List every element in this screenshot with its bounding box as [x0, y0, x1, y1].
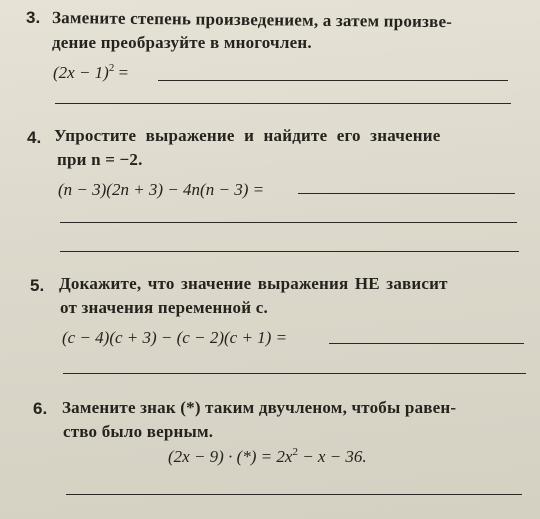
- answer-line[interactable]: [60, 251, 519, 252]
- task-text-line-1: Докажите, что значение выражения НЕ зависит: [59, 274, 448, 293]
- answer-line[interactable]: [55, 103, 511, 104]
- task-number: 6.: [33, 399, 48, 418]
- task-text-line-1: Упростите выражение и найдите его значение: [54, 126, 441, 145]
- task-text-line-2: дение преобразуйте в многочлен.: [52, 33, 312, 52]
- answer-line[interactable]: [60, 222, 517, 223]
- task-text-line-2: ство было верным.: [63, 422, 214, 441]
- task-expression: (2x − 9) · (*) = $2x^2 - x - 36$.: [168, 446, 367, 466]
- task-text-line-2: при n = −2.: [57, 150, 143, 169]
- answer-line[interactable]: [158, 80, 508, 81]
- task-text-line-2: от значения переменной c.: [60, 298, 268, 317]
- task-expression: (c − 4)(c + 3) − (c − 2)(c + 1) =: [62, 328, 288, 347]
- answer-line[interactable]: [329, 343, 524, 344]
- task-number: 5.: [30, 276, 45, 295]
- task-text-line-1: Замените степень произведением, а затем произве-: [51, 8, 453, 32]
- task-number: 4.: [27, 128, 42, 147]
- task-expression: $(2x - 1)^2$ =: [53, 62, 129, 82]
- task-expression: (n − 3)(2n + 3) − 4n(n − 3) =: [58, 180, 265, 199]
- answer-line[interactable]: [298, 193, 515, 194]
- answer-line[interactable]: [63, 373, 526, 374]
- task-text-line-1: Замените знак (*) таким двучленом, чтобы равен-: [62, 398, 457, 417]
- task-number: 3.: [26, 8, 41, 27]
- answer-line[interactable]: [66, 494, 522, 495]
